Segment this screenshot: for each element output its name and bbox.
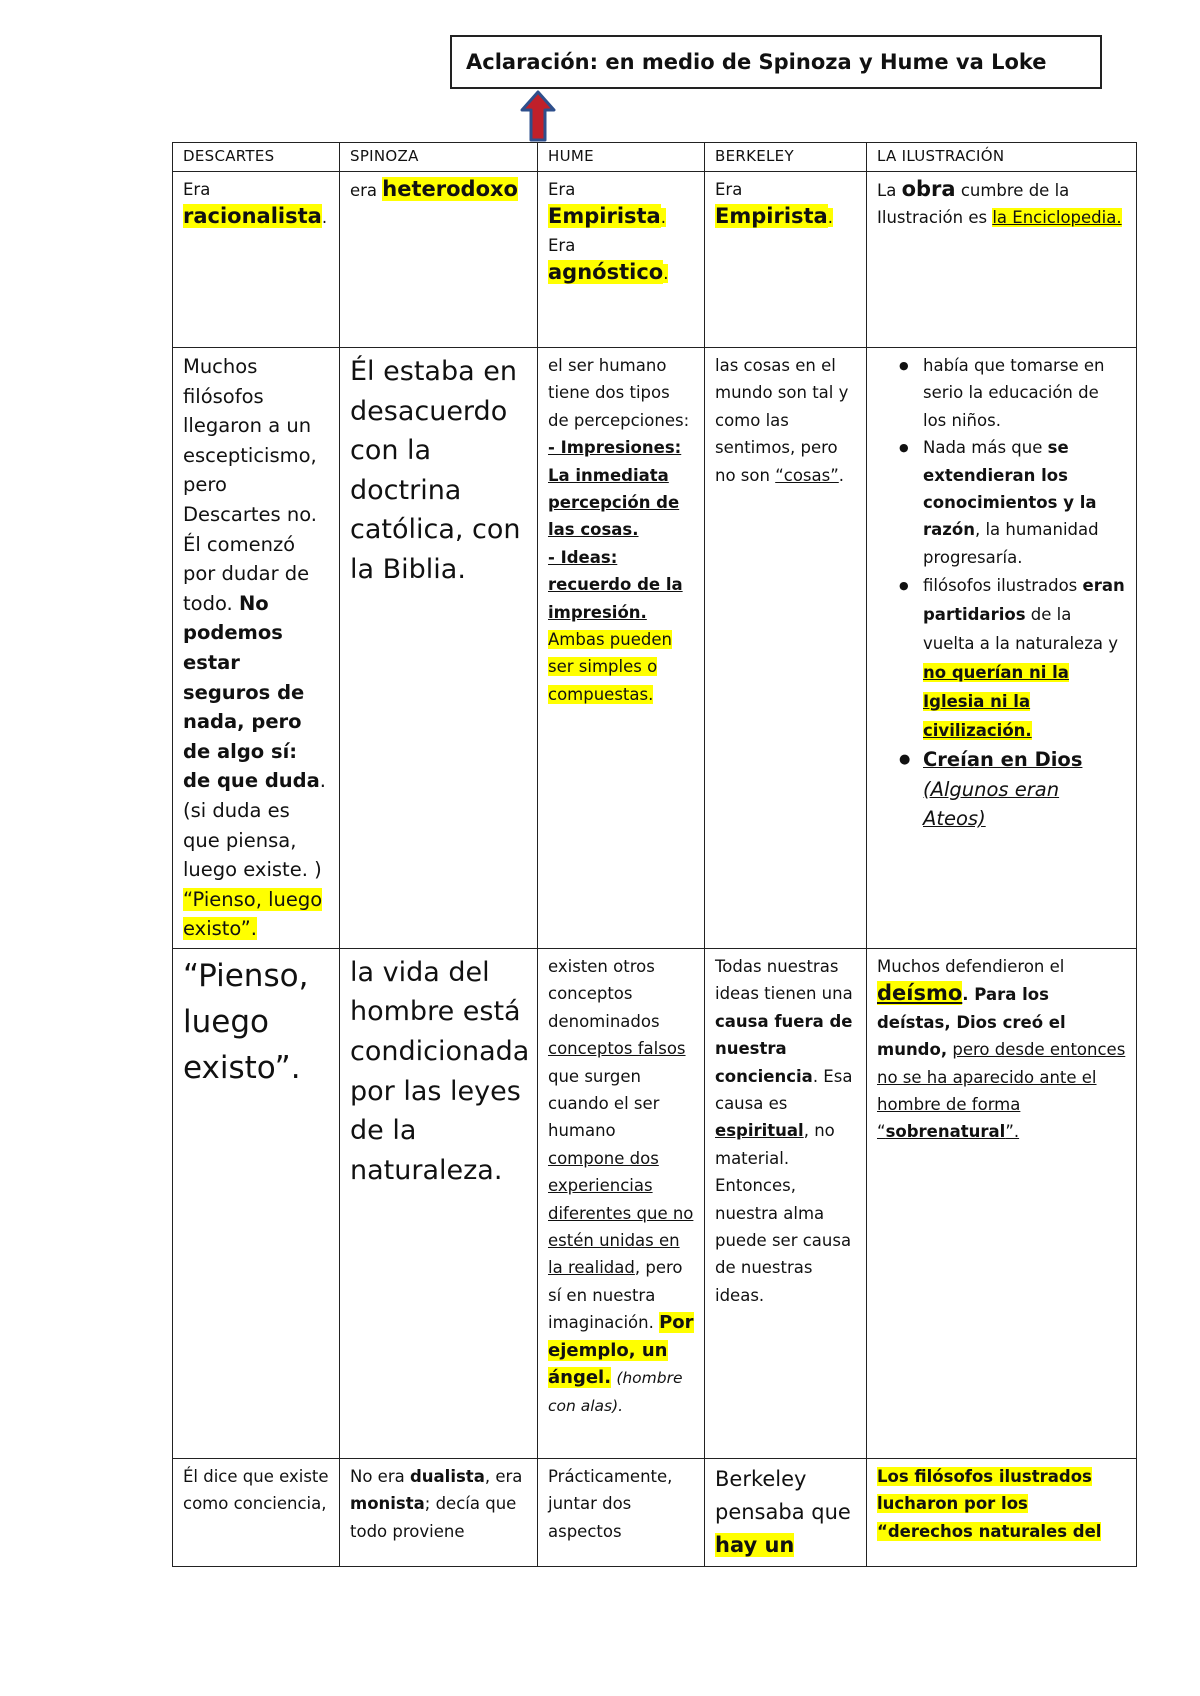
cell-descartes-4: Él dice que existe como conciencia, <box>173 1458 340 1566</box>
clarification-text: Aclaración: en medio de Spinoza y Hume va Loke <box>466 50 1047 74</box>
cell-ilustracion-3: Muchos defendieron el deísmo. Para los deístas, Dios creó el mundo, pero desde entonces no se ha aparecido ante el hombre de forma “sobrenatural”. <box>867 948 1137 1458</box>
list-item: ● filósofos ilustrados eran partidarios de la vuelta a la naturaleza y no querían ni la Iglesia ni la civilización. <box>923 571 1126 745</box>
cell-spinoza-4: No era dualista, era monista; decía que todo proviene <box>340 1458 538 1566</box>
cell-hume-4: Prácticamente, juntar dos aspectos <box>538 1458 705 1566</box>
cell-berkeley-4: Berkeley pensaba que hay un <box>705 1458 867 1566</box>
list-item: ● había que tomarse en serio la educación de los niños. <box>923 352 1126 434</box>
table-header-row <box>173 143 1137 172</box>
cell-descartes-3: “Pienso, luego existo”. <box>173 948 340 1458</box>
header-ilustracion: LA ILUSTRACIÓN <box>867 143 1137 172</box>
cell-ilustracion-4: Los filósofos ilustrados lucharon por los “derechos naturales del <box>867 1458 1137 1566</box>
list-item: ● Nada más que se extendieran los conocimientos y la razón, la humanidad progresaría. <box>923 434 1126 571</box>
cell-hume-2: el ser humano tiene dos tipos de percepciones: - Impresiones: La inmediata percepción de las cosas. - Ideas: recuerdo de la impresión. Ambas pueden ser simples o compuestas. <box>538 348 705 949</box>
ilustracion-list <box>901 352 1126 834</box>
table-row <box>173 948 1137 1458</box>
cell-hume-1: Era Empirista. Era agnóstico. <box>538 172 705 348</box>
cell-berkeley-1: Era Empirista. <box>705 172 867 348</box>
cell-spinoza-3: la vida del hombre está condicionada por las leyes de la naturaleza. <box>340 948 538 1458</box>
cell-hume-3: existen otros conceptos denominados conceptos falsos que surgen cuando el ser humano compone dos experiencias diferentes que no estén unidas en la realidad, pero sí en nuestra imaginación. Por ejemplo, un ángel. (hombre con alas). <box>538 948 705 1458</box>
cell-berkeley-2: las cosas en el mundo son tal y como las sentimos, pero no son “cosas”. <box>705 348 867 949</box>
header-descartes: DESCARTES <box>173 143 340 172</box>
cell-ilustracion-2 <box>867 348 1137 949</box>
header-hume: HUME <box>538 143 705 172</box>
table-row <box>173 348 1137 949</box>
table-row <box>173 172 1137 348</box>
cell-descartes-1: Era racionalista. <box>173 172 340 348</box>
header-berkeley: BERKELEY <box>705 143 867 172</box>
header-spinoza: SPINOZA <box>340 143 538 172</box>
philosophers-table <box>172 142 1137 1567</box>
up-arrow-icon <box>520 90 556 142</box>
cell-ilustracion-1: La obra cumbre de la Ilustración es la Enciclopedia. <box>867 172 1137 348</box>
clarification-note <box>450 35 1102 89</box>
list-item: ● Creían en Dios (Algunos eran Ateos) <box>923 745 1126 834</box>
cell-descartes-2: Muchos filósofos llegaron a un escepticismo, pero Descartes no. Él comenzó por dudar de todo. No podemos estar seguros de nada, pero de algo sí: de que duda. (si duda es que piensa, luego existe. ) “Pienso, luego existo”. <box>173 348 340 949</box>
cell-spinoza-1: era heterodoxo <box>340 172 538 348</box>
table-row <box>173 1458 1137 1566</box>
cell-berkeley-3: Todas nuestras ideas tienen una causa fuera de nuestra conciencia. Esa causa es espiritual, no material. Entonces, nuestra alma puede ser causa de nuestras ideas. <box>705 948 867 1458</box>
cell-spinoza-2: Él estaba en desacuerdo con la doctrina católica, con la Biblia. <box>340 348 538 949</box>
